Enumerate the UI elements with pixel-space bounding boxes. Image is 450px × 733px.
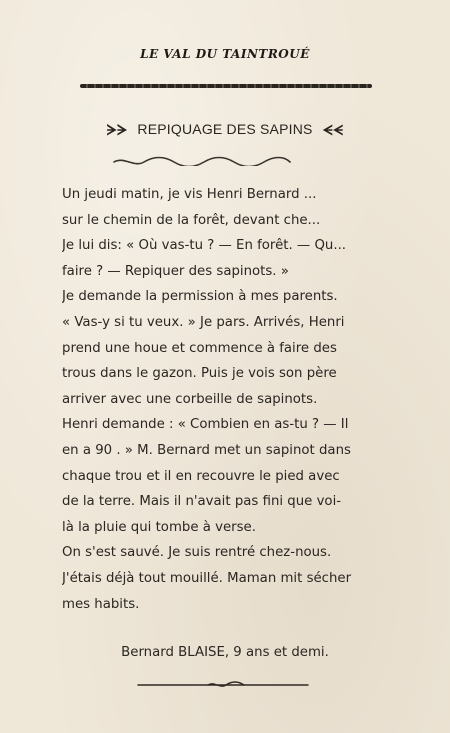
body-line: On s'est sauvé. Je suis rentré chez-nous. <box>62 545 332 561</box>
body-line: chaque trou et il en recouvre le pied avec <box>62 468 340 484</box>
author-signature: Bernard BLAISE, 9 ans et demi. <box>121 645 329 660</box>
body-line: Un jeudi matin, je vis Henri Bernard ... <box>62 187 317 202</box>
body-line: arriver avec une corbeille de sapinots. <box>62 391 318 407</box>
body-line: « Vas-y si tu veux. » Je pars. Arrivés, Henri <box>62 314 345 330</box>
body-line: mes habits. <box>62 596 140 612</box>
left-ornament: ᗒᗒ <box>106 122 128 138</box>
masthead-rule <box>80 84 372 88</box>
body-line: prend une houe et commence à faire des <box>62 340 337 356</box>
body-line: là la pluie qui tombe à verse. <box>62 519 256 535</box>
body-line: Je lui dis: « Où vas-tu ? — En forêt. — Qu... <box>62 238 347 254</box>
body-line: Je demande la permission à mes parents. <box>62 289 338 305</box>
article-body <box>62 182 392 617</box>
masthead-title: LE VAL DU TAINTROUÉ <box>140 47 310 61</box>
body-line: Henri demande : « Combien en as-tu ? — Il <box>62 417 349 433</box>
body-line: en a 90 . » M. Bernard met un sapinot dans <box>62 442 351 458</box>
body-line: trous dans le gazon. Puis je vois son père <box>62 366 337 382</box>
body-line: de la terre. Mais il n'avait pas fini que voi- <box>62 494 342 510</box>
body-line: sur le chemin de la forêt, devant che... <box>62 212 321 228</box>
article-title: REPIQUAGE DES SAPINS <box>137 121 313 137</box>
bottom-decorative-rule <box>136 681 310 689</box>
article-title-row <box>0 121 450 138</box>
body-line: J'étais déjà tout mouillé. Maman mit sécher <box>62 570 352 586</box>
title-squiggle-divider <box>112 156 292 166</box>
body-line: faire ? — Repiquer des sapinots. » <box>62 263 289 279</box>
right-ornament: ᗕᗕ <box>322 122 344 138</box>
